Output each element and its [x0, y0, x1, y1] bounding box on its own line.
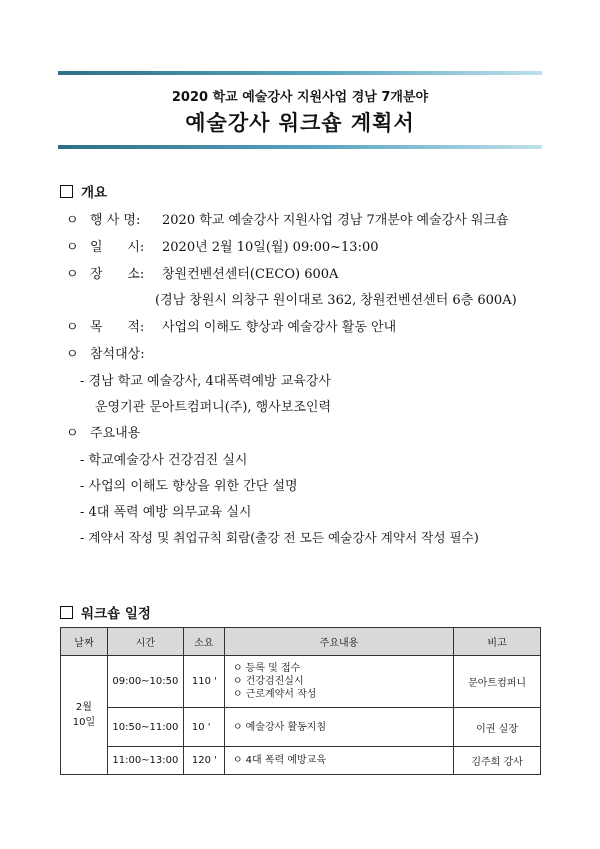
note-cell: 문아트컴퍼니: [454, 656, 541, 708]
note-cell: 김주희 강사: [454, 747, 541, 775]
participants-line-2: 운영기관 문아트컴퍼니(주), 행사보조인력: [95, 400, 332, 415]
schedule-table: [60, 627, 541, 775]
overview-item-venue-address: (경남 창원시 의창구 원이대로 362, 창원컨벤션센터 6층 600A): [155, 293, 517, 308]
document-title: 예술강사 워크숍 계획서: [185, 111, 415, 135]
overview-item-venue: ㅇ 장 소: 창원컨벤션센터(CECO) 600A: [66, 267, 339, 282]
column-header-duration: 소요: [183, 628, 224, 656]
contents-line-1: - 학교예술강사 건강검진 실시: [80, 453, 248, 468]
table-row: [61, 747, 541, 775]
column-header-note: 비고: [454, 628, 541, 656]
contents-label: ㅇ 주요내용: [66, 426, 141, 441]
contents-cell: ㅇ 예술강사 활동지침: [224, 708, 453, 747]
table-row: [61, 656, 541, 708]
checkbox-square-icon: [60, 185, 73, 198]
column-header-contents: 주요내용: [224, 628, 453, 656]
table-row: [61, 708, 541, 747]
contents-line-3: - 4대 폭력 예방 의무교육 실시: [80, 505, 252, 520]
section-schedule-heading: 워크숍 일정: [60, 602, 151, 622]
time-cell: 11:00~13:00: [107, 747, 183, 775]
date-cell: 2월 10일: [61, 656, 108, 775]
document-subtitle: 2020 학교 예술강사 지원사업 경남 7개분야: [171, 90, 429, 105]
note-cell: 이권 실장: [454, 708, 541, 747]
contents-cell: ㅇ 등록 및 접수 ㅇ 건강검진실시 ㅇ 근로계약서 작성: [224, 656, 453, 708]
column-header-time: 시간: [107, 628, 183, 656]
time-cell: 10:50~11:00: [107, 708, 183, 747]
title-box: [58, 71, 542, 149]
contents-cell: ㅇ 4대 폭력 예방교육: [224, 747, 453, 775]
title-bottom-bar: [58, 145, 542, 149]
overview-item-purpose: ㅇ 목 적: 사업의 이해도 향상과 예술강사 활동 안내: [66, 320, 397, 335]
checkbox-square-icon: [60, 606, 73, 619]
participants-label: ㅇ 참석대상:: [66, 347, 145, 362]
contents-line-4: - 계약서 작성 및 취업규칙 회람(출강 전 모든 예술강사 계약서 작성 필수): [80, 530, 479, 545]
duration-cell: 120 ': [183, 747, 224, 775]
overview-item-datetime: ㅇ 일 시: 2020년 2월 10일(월) 09:00~13:00: [66, 240, 379, 255]
overview-item-event-name: ㅇ 행 사 명: 2020 학교 예술강사 지원사업 경남 7개분야 예술강사 워크숍: [66, 213, 509, 228]
duration-cell: 110 ': [183, 656, 224, 708]
column-header-date: 날짜: [61, 628, 108, 656]
duration-cell: 10 ': [183, 708, 224, 747]
time-cell: 09:00~10:50: [107, 656, 183, 708]
contents-line-2: - 사업의 이해도 향상을 위한 간단 설명: [80, 479, 298, 494]
participants-line-1: - 경남 학교 예술강사, 4대폭력예방 교육강사: [80, 374, 331, 389]
schedule-header-row: [61, 628, 541, 656]
section-overview-heading: 개요: [60, 181, 107, 201]
title-top-bar: [58, 71, 542, 75]
